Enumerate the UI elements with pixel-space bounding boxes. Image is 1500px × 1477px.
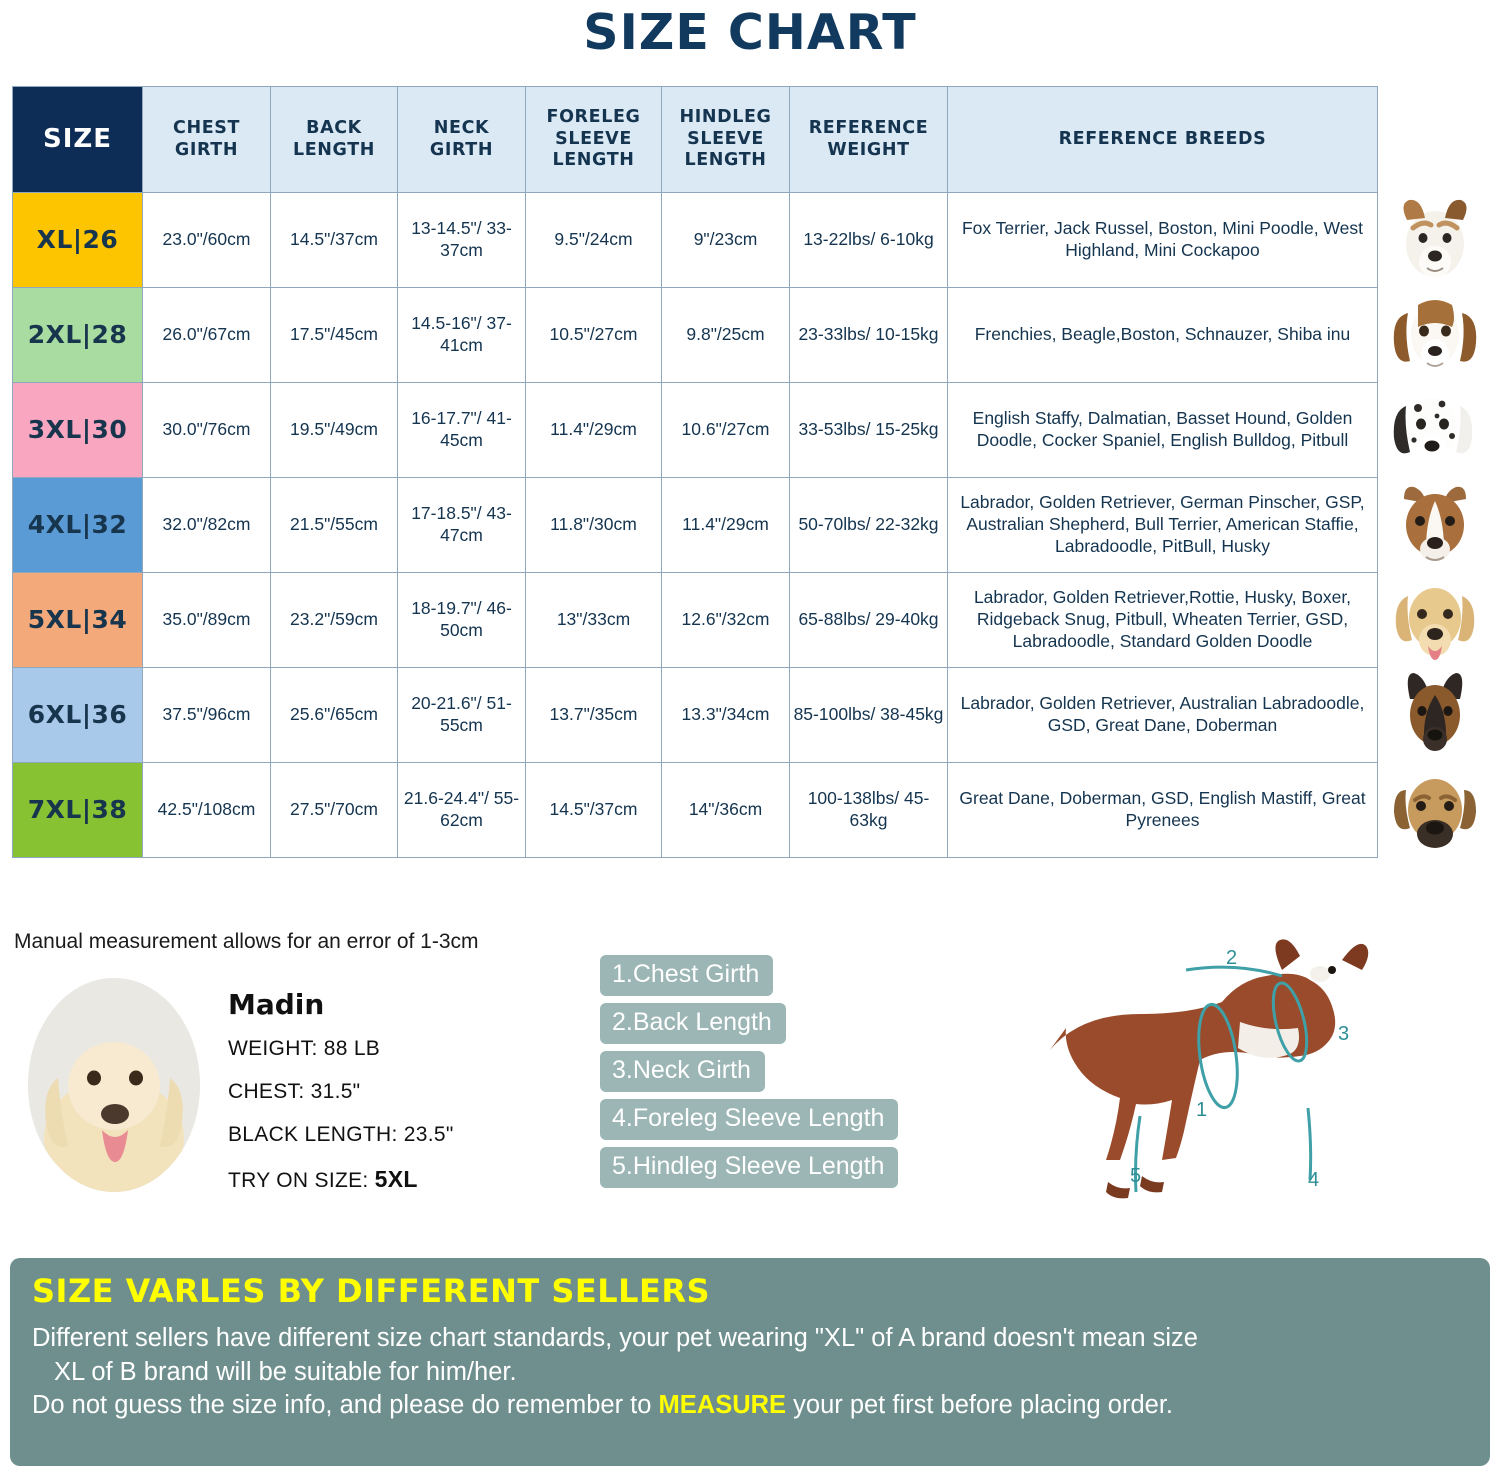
dog-measurement-diagram-icon (990, 930, 1490, 1240)
cell-size: 7XL|38 (13, 763, 143, 858)
header-text: NECK (433, 117, 490, 138)
column-header-chest-girth (143, 87, 271, 193)
breed-photo-fox-terrier (1382, 192, 1488, 287)
table-header (13, 87, 1378, 193)
cell-breeds: Fox Terrier, Jack Russel, Boston, Mini Poodle, West Highland, Mini Cockapoo (948, 193, 1378, 288)
cell-foreleg: 9.5"/24cm (526, 193, 662, 288)
legend-item-neck-girth: 3.Neck Girth (600, 1051, 765, 1092)
header-text: FORELEG (546, 106, 641, 127)
cell-chest: 23.0"/60cm (143, 193, 271, 288)
cell-chest: 42.5"/108cm (143, 763, 271, 858)
cell-chest: 35.0"/89cm (143, 573, 271, 668)
header-text: GIRTH (429, 139, 494, 160)
banner-line-3 (32, 1389, 1468, 1423)
cell-neck: 16-17.7"/ 41-45cm (398, 383, 526, 478)
cell-chest: 30.0"/76cm (143, 383, 271, 478)
cell-neck: 20-21.6"/ 51-55cm (398, 668, 526, 763)
header-text: GIRTH (174, 139, 239, 160)
header-text: SIZE (42, 124, 112, 155)
table-row (13, 478, 1378, 573)
cell-weight: 13-22lbs/ 6-10kg (790, 193, 948, 288)
cell-neck: 14.5-16"/ 37-41cm (398, 288, 526, 383)
table-row (13, 288, 1378, 383)
column-header-reference-breeds (948, 87, 1378, 193)
cell-neck: 21.6-24.4"/ 55-62cm (398, 763, 526, 858)
cell-hindleg: 13.3"/34cm (662, 668, 790, 763)
column-header-reference-weight (790, 87, 948, 193)
diagram-label-2: 2 (1226, 947, 1238, 969)
header-text: REFERENCE (808, 117, 929, 138)
diagram-label-3: 3 (1338, 1023, 1350, 1045)
cell-weight: 23-33lbs/ 10-15kg (790, 288, 948, 383)
cell-back: 21.5"/55cm (271, 478, 398, 573)
cell-size: 3XL|30 (13, 383, 143, 478)
cell-size: 4XL|32 (13, 478, 143, 573)
cell-hindleg: 14"/36cm (662, 763, 790, 858)
header-text: LENGTH (552, 150, 635, 171)
cell-back: 27.5"/70cm (271, 763, 398, 858)
cell-back: 25.6"/65cm (271, 668, 398, 763)
header-text: SLEEVE (555, 128, 632, 149)
cell-back: 14.5"/37cm (271, 193, 398, 288)
cell-neck: 18-19.7"/ 46-50cm (398, 573, 526, 668)
try-on-size: 5XL (374, 1166, 418, 1192)
column-header-back-length (271, 87, 398, 193)
cell-chest: 26.0"/67cm (143, 288, 271, 383)
cell-size: 5XL|34 (13, 573, 143, 668)
breed-photo-beagle (1382, 287, 1488, 382)
beagle-icon (1382, 289, 1488, 381)
breed-photo-column (1382, 192, 1490, 857)
banner-line-3-post: your pet first before placing order. (786, 1391, 1174, 1420)
table-body (13, 193, 1378, 858)
header-text: LENGTH (293, 139, 375, 160)
breed-photo-mastiff (1382, 762, 1488, 857)
manual-measurement-note: Manual measurement allows for an error of 1-3cm (14, 930, 479, 953)
banner-measure-highlight: MEASURE (658, 1391, 787, 1420)
model-back-length: BLACK LENGTH: 23.5" (228, 1123, 454, 1146)
table-row (13, 573, 1378, 668)
breed-photo-pitbull (1382, 477, 1488, 572)
cell-weight: 33-53lbs/ 15-25kg (790, 383, 948, 478)
measurement-legend (600, 955, 898, 1195)
german-shepherd-icon (1382, 669, 1488, 761)
legend-item-hindleg-sleeve-length: 5.Hindleg Sleeve Length (600, 1147, 898, 1188)
cell-size: XL|26 (13, 193, 143, 288)
banner-line-2: XL of B brand will be suitable for him/her. (54, 1357, 517, 1386)
model-name: Madin (228, 988, 325, 1021)
cell-foreleg: 14.5"/37cm (526, 763, 662, 858)
column-header-hindleg-sleeve-length (662, 87, 790, 193)
cell-foreleg: 13.7"/35cm (526, 668, 662, 763)
cell-back: 23.2"/59cm (271, 573, 398, 668)
banner-line-1: Different sellers have different size chart standards, your pet wearing "XL" of A brand doesn't mean size (32, 1324, 1198, 1352)
cell-foreleg: 10.5"/27cm (526, 288, 662, 383)
header-text: HINDLEG (679, 106, 772, 127)
dalmatian-icon (1382, 384, 1488, 476)
cell-breeds: Labrador, Golden Retriever, German Pinscher, GSP, Australian Shepherd, Bull Terrier, American Staffie, Labradoodle, PitBull, Husky (948, 478, 1378, 573)
fox-terrier-icon (1383, 194, 1487, 286)
table-row (13, 763, 1378, 858)
table-row (13, 668, 1378, 763)
size-chart-table (12, 86, 1378, 858)
header-text: WEIGHT (827, 139, 910, 160)
cell-neck: 17-18.5"/ 43-47cm (398, 478, 526, 573)
model-dog-info (228, 988, 454, 1212)
banner-line-3-pre: Do not guess the size info, and please do remember to (32, 1391, 659, 1420)
cell-neck: 13-14.5"/ 33-37cm (398, 193, 526, 288)
cell-weight: 85-100lbs/ 38-45kg (790, 668, 948, 763)
pitbull-icon (1382, 479, 1488, 571)
header-text: BACK (306, 117, 362, 138)
banner-body (32, 1322, 1468, 1423)
cell-size: 6XL|36 (13, 668, 143, 763)
column-header-size (13, 87, 143, 193)
measurement-diagram (990, 930, 1490, 1240)
try-on-label: TRY ON SIZE: (228, 1169, 369, 1192)
cell-foreleg: 13"/33cm (526, 573, 662, 668)
breed-photo-gsd (1382, 667, 1488, 762)
seller-size-warning-banner (10, 1258, 1490, 1466)
model-chest: CHEST: 31.5" (228, 1080, 361, 1103)
legend-item-chest-girth: 1.Chest Girth (600, 955, 773, 996)
cell-breeds: Labrador, Golden Retriever,Rottie, Husky, Boxer, Ridgeback Snug, Pitbull, Wheaten Terrier, GSD, Labradoodle, Standard Golden Doodle (948, 573, 1378, 668)
diagram-label-5: 5 (1130, 1165, 1142, 1187)
cell-breeds: Labrador, Golden Retriever, Australian Labradoodle, GSD, Great Dane, Doberman (948, 668, 1378, 763)
labrador-icon (1382, 574, 1488, 666)
diagram-label-1: 1 (1196, 1099, 1208, 1121)
breed-photo-dalmatian (1382, 382, 1488, 477)
cell-hindleg: 12.6"/32cm (662, 573, 790, 668)
mastiff-icon (1382, 764, 1488, 856)
banner-title: SIZE VARLES BY DIFFERENT SELLERS (32, 1272, 711, 1310)
cell-hindleg: 9.8"/25cm (662, 288, 790, 383)
cell-breeds: Frenchies, Beagle,Boston, Schnauzer, Shiba inu (948, 288, 1378, 383)
cell-foreleg: 11.8"/30cm (526, 478, 662, 573)
header-text: LENGTH (684, 150, 767, 171)
legend-item-foreleg-sleeve-length: 4.Foreleg Sleeve Length (600, 1099, 898, 1140)
cell-chest: 32.0"/82cm (143, 478, 271, 573)
labrador-portrait-icon (28, 978, 200, 1192)
table-row (13, 193, 1378, 288)
page-title: SIZE CHART (583, 4, 917, 61)
cell-weight: 65-88lbs/ 29-40kg (790, 573, 948, 668)
cell-hindleg: 10.6"/27cm (662, 383, 790, 478)
cell-back: 17.5"/45cm (271, 288, 398, 383)
cell-foreleg: 11.4"/29cm (526, 383, 662, 478)
cell-weight: 100-138lbs/ 45-63kg (790, 763, 948, 858)
header-text: REFERENCE BREEDS (1058, 128, 1267, 149)
cell-breeds: English Staffy, Dalmatian, Basset Hound, Golden Doodle, Cocker Spaniel, English Bulldog, Pitbull (948, 383, 1378, 478)
column-header-foreleg-sleeve-length (526, 87, 662, 193)
table-row (13, 383, 1378, 478)
cell-hindleg: 11.4"/29cm (662, 478, 790, 573)
model-weight: WEIGHT: 88 LB (228, 1037, 381, 1060)
cell-hindleg: 9"/23cm (662, 193, 790, 288)
cell-weight: 50-70lbs/ 22-32kg (790, 478, 948, 573)
cell-back: 19.5"/49cm (271, 383, 398, 478)
column-header-neck-girth (398, 87, 526, 193)
breed-photo-labrador (1382, 572, 1488, 667)
cell-chest: 37.5"/96cm (143, 668, 271, 763)
cell-size: 2XL|28 (13, 288, 143, 383)
legend-item-back-length: 2.Back Length (600, 1003, 786, 1044)
model-try-on (228, 1166, 454, 1193)
model-dog-photo (28, 978, 200, 1192)
diagram-label-4: 4 (1308, 1169, 1320, 1191)
size-chart-table-container (12, 86, 1377, 858)
header-text: CHEST (173, 117, 240, 138)
header-text: SLEEVE (687, 128, 764, 149)
cell-breeds: Great Dane, Doberman, GSD, English Mastiff, Great Pyrenees (948, 763, 1378, 858)
